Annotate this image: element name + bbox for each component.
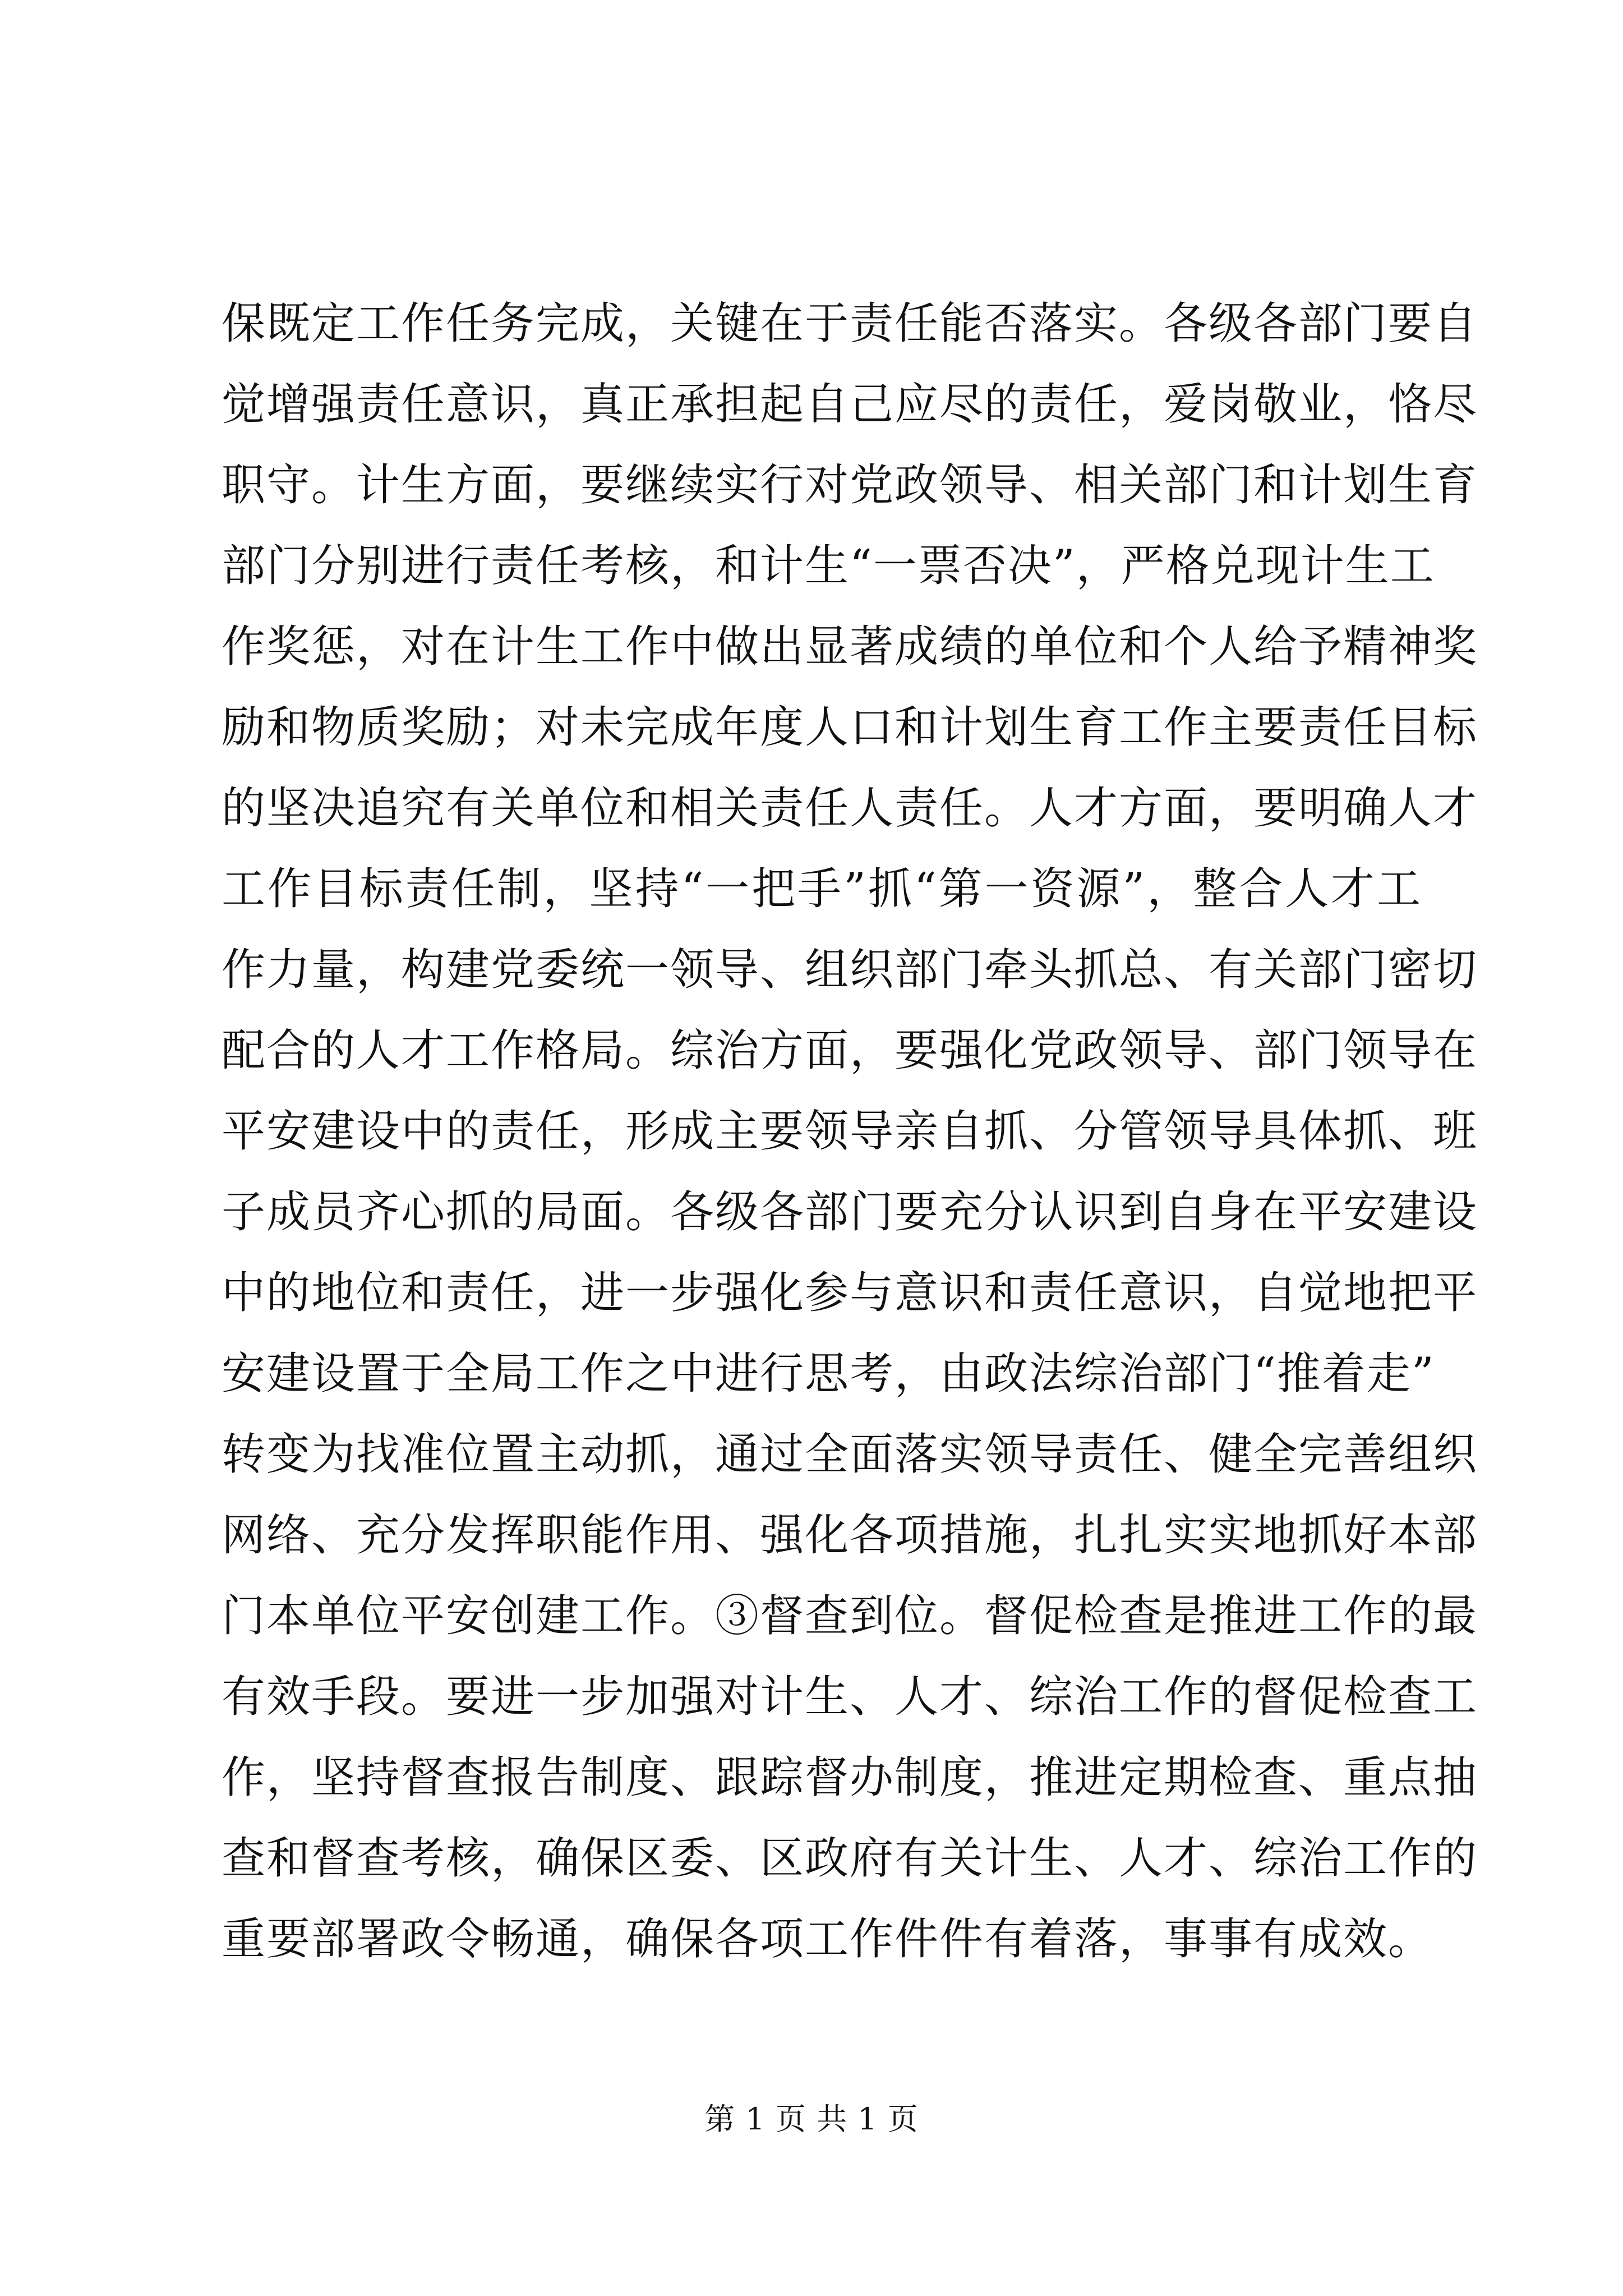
text-line: 子成员齐心抓的局面。各级各部门要充分认识到自身在平安建设 — [222, 1187, 1478, 1237]
text-line: 有效手段。要进一步加强对计生、人才、综治工作的督促检查工 — [222, 1672, 1478, 1722]
text-line: 工作目标责任制，坚持“一把手”抓“第一资源”，整合人才工 — [222, 864, 1422, 914]
text-line: 门本单位平安创建工作。③督查到位。督促检查是推进工作的最 — [222, 1591, 1478, 1641]
text-line: 作，坚持督查报告制度、跟踪督办制度，推进定期检查、重点抽 — [222, 1752, 1478, 1803]
text-line: 保既定工作任务完成，关键在于责任能否落实。各级各部门要自 — [222, 298, 1478, 349]
text-line: 转变为找准位置主动抓，通过全面落实领导责任、健全完善组织 — [222, 1429, 1478, 1480]
text-line: 的坚决追究有关单位和相关责任人责任。人才方面，要明确人才 — [222, 783, 1478, 834]
text-line: 重要部署政令畅通，确保各项工作件件有着落，事事有成效。 — [222, 1914, 1433, 1964]
text-line: 中的地位和责任，进一步强化参与意识和责任意识，自觉地把平 — [222, 1268, 1478, 1318]
text-line: 部门分别进行责任考核，和计生“一票否决”，严格兑现计生工 — [222, 541, 1435, 591]
text-line: 网络、充分发挥职能作用、强化各项措施，扎扎实实地抓好本部 — [222, 1510, 1478, 1561]
text-line: 作奖惩，对在计生工作中做出显著成绩的单位和个人给予精神奖 — [222, 622, 1478, 672]
text-line: 查和督查考核，确保区委、区政府有关计生、人才、综治工作的 — [222, 1833, 1478, 1884]
page-number-footer: 第 1 页 共 1 页 — [704, 2101, 919, 2137]
text-line: 配合的人才工作格局。综治方面，要强化党政领导、部门领导在 — [222, 1025, 1478, 1076]
text-line: 职守。计生方面，要继续实行对党政领导、相关部门和计划生育 — [222, 460, 1478, 510]
text-line: 作力量，构建党委统一领导、组织部门牵头抓总、有关部门密切 — [222, 945, 1478, 995]
text-line: 平安建设中的责任，形成主要领导亲自抓、分管领导具体抓、班 — [222, 1106, 1478, 1157]
text-line: 觉增强责任意识，真正承担起自己应尽的责任，爱岗敬业，恪尽 — [222, 379, 1478, 430]
body-text — [222, 283, 1478, 1980]
text-line: 安建设置于全局工作之中进行思考，由政法综治部门“推着走” — [222, 1349, 1435, 1399]
text-line: 励和物质奖励；对未完成年度人口和计划生育工作主要责任目标 — [222, 702, 1478, 753]
